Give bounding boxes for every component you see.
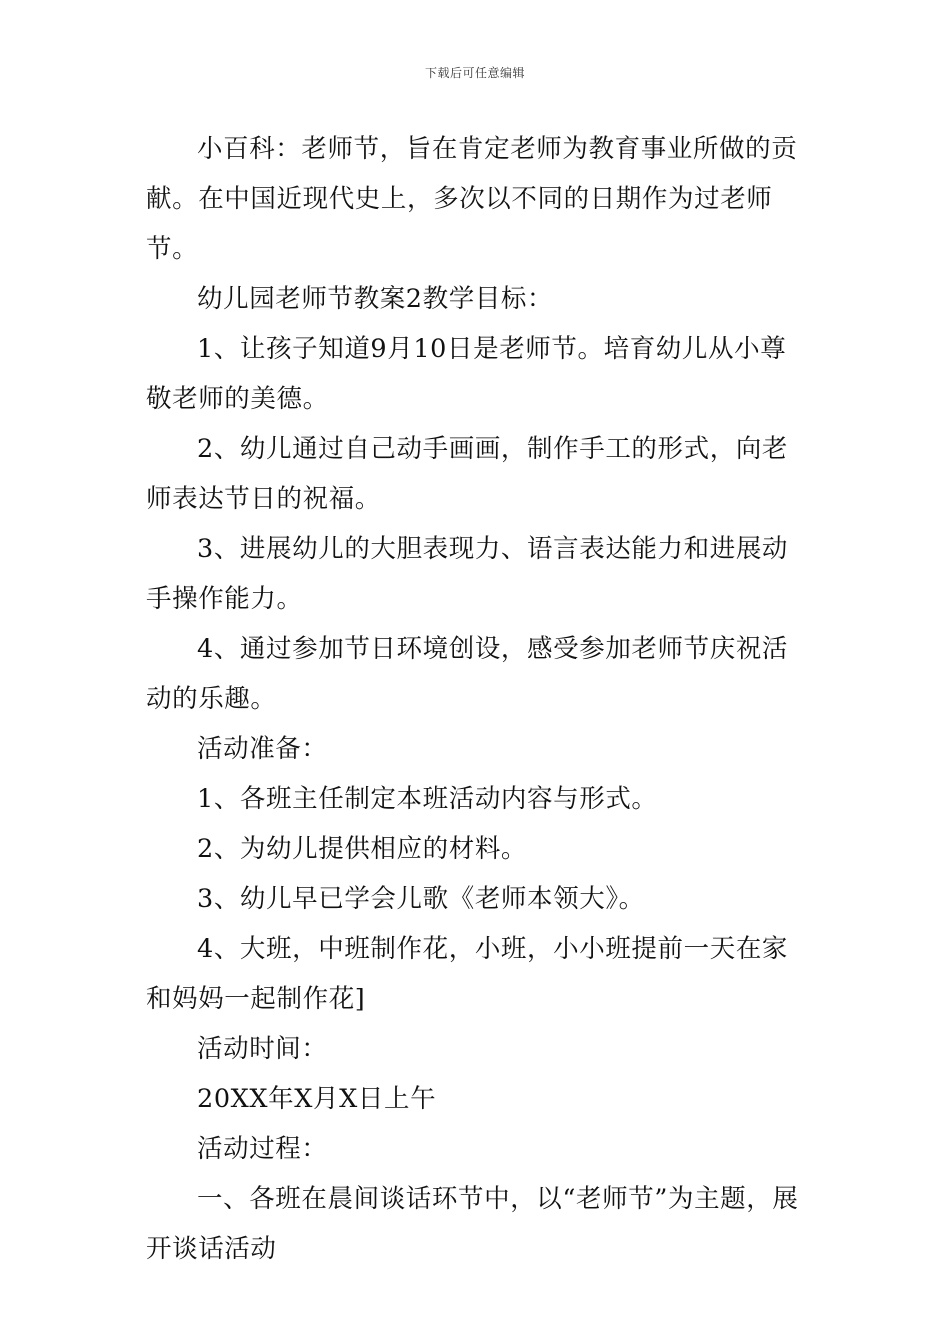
paragraph-time-heading: 活动时间： bbox=[197, 1034, 328, 1064]
paragraph-preparation-heading: 活动准备： bbox=[197, 734, 328, 764]
paragraph-preparation-2: 2、为幼儿提供相应的材料。 bbox=[197, 834, 528, 864]
page-header: 下载后可任意编辑 bbox=[424, 66, 525, 80]
paragraph-goal-4: 4、通过参加节日环境创设，感受参加老师节庆祝活动的乐趣。 bbox=[146, 634, 789, 714]
paragraph-goal-3: 3、进展幼儿的大胆表现力、语言表达能力和进展动手操作能力。 bbox=[146, 534, 789, 614]
paragraph-goal-1: 1、让孩子知道9月10日是老师节。培育幼儿从小尊敬老师的美德。 bbox=[146, 334, 787, 414]
paragraph-goal-2: 2、幼儿通过自己动手画画，制作手工的形式，向老师表达节日的祝福。 bbox=[146, 434, 789, 514]
document-body bbox=[146, 124, 806, 1274]
paragraph-process-heading: 活动过程： bbox=[197, 1134, 328, 1164]
paragraph-preparation-3: 3、幼儿早已学会儿歌《老师本领大》。 bbox=[197, 884, 645, 914]
paragraph-time-value: 20XX年X月X日上午 bbox=[197, 1084, 437, 1114]
paragraph-process-step-1: 一、各班在晨间谈话环节中，以“老师节”为主题，展开谈话活动 bbox=[146, 1184, 799, 1264]
paragraph-preparation-1: 1、各班主任制定本班活动内容与形式。 bbox=[197, 784, 658, 814]
paragraph-encyclopedia-note: 小百科：老师节，旨在肯定老师为教育事业所做的贡献。在中国近现代史上，多次以不同的日期作为过老师节。 bbox=[146, 134, 798, 264]
paragraph-lesson-goals-heading: 幼儿园老师节教案2教学目标： bbox=[197, 284, 554, 314]
paragraph-preparation-4: 4、大班，中班制作花，小班，小小班提前一天在家和妈妈一起制作花] bbox=[146, 934, 789, 1014]
